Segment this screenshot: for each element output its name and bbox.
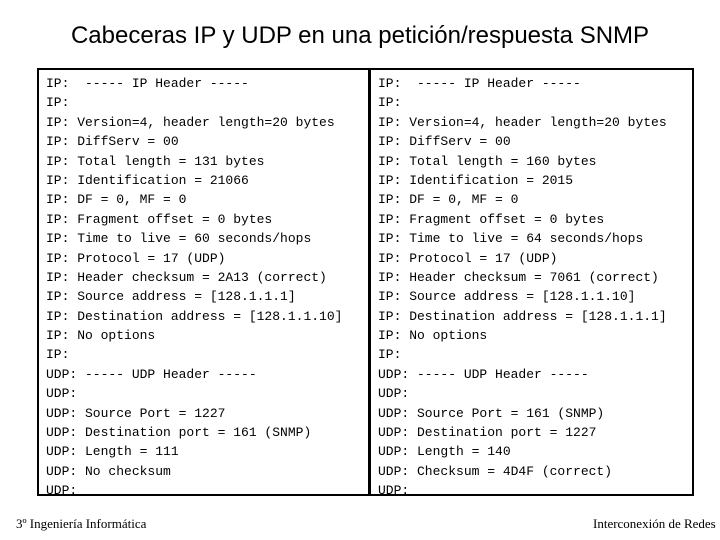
header-line: IP: DiffServ = 00 — [378, 134, 511, 150]
header-line: IP: Time to live = 64 seconds/hops — [378, 231, 644, 247]
header-line: UDP: Destination port = 1227 — [378, 425, 597, 441]
header-line: UDP: — [378, 386, 410, 402]
header-line: IP: ----- IP Header ----- — [46, 76, 249, 91]
header-line: IP: Header checksum = 7061 (correct) — [378, 269, 659, 285]
header-line: UDP: — [46, 386, 78, 402]
header-line: IP: Destination address = [128.1.1.10] — [46, 308, 343, 324]
header-line: UDP: Source Port = 161 (SNMP) — [378, 405, 605, 421]
header-line: UDP: — [378, 483, 410, 499]
header-line: IP: ----- IP Header ----- — [378, 76, 581, 91]
header-line: UDP: ----- UDP Header ----- — [46, 366, 257, 382]
header-line: IP: Header checksum = 2A13 (correct) — [46, 269, 327, 285]
header-line: IP: Version=4, header length=20 bytes — [46, 114, 335, 130]
footer-course: 3º Ingeniería Informática — [16, 516, 147, 531]
footer-subject: Interconexión de Redes — [593, 516, 716, 531]
header-line: IP: — [378, 347, 402, 363]
header-line: IP: Identification = 21066 — [46, 172, 249, 188]
slide-title: Cabeceras IP y UDP en una petición/respuesta SNMP — [70, 22, 650, 49]
header-line: IP: Source address = [128.1.1.10] — [378, 289, 636, 305]
header-line: IP: Identification = 2015 — [378, 172, 574, 188]
header-line: IP: Total length = 131 bytes — [46, 153, 265, 169]
header-line: IP: DF = 0, MF = 0 — [378, 192, 519, 208]
header-line: IP: DiffServ = 00 — [46, 134, 179, 150]
header-line: UDP: Length = 140 — [378, 444, 511, 460]
snmp-response-panel — [369, 68, 694, 499]
header-line: UDP: — [46, 483, 78, 499]
header-line: IP: — [46, 347, 70, 363]
header-line: IP: Fragment offset = 0 bytes — [378, 211, 605, 227]
header-line: IP: No options — [378, 328, 488, 344]
header-line: UDP: Checksum = 4D4F (correct) — [378, 463, 613, 479]
header-line: UDP: Length = 111 — [46, 444, 179, 460]
header-line: IP: — [378, 95, 402, 111]
header-line: IP: Fragment offset = 0 bytes — [46, 211, 273, 227]
header-line: UDP: Destination port = 161 (SNMP) — [46, 425, 312, 441]
header-line: UDP: Source Port = 1227 — [46, 405, 226, 421]
header-line: IP: Protocol = 17 (UDP) — [46, 250, 226, 266]
header-line: IP: Total length = 160 bytes — [378, 153, 597, 169]
header-line: IP: Version=4, header length=20 bytes — [378, 114, 667, 130]
header-line: IP: — [46, 95, 70, 111]
header-line: IP: No options — [46, 328, 156, 344]
header-line: IP: Time to live = 60 seconds/hops — [46, 231, 312, 247]
snmp-request-panel — [37, 68, 370, 499]
header-line: UDP: No checksum — [46, 463, 171, 479]
header-line: IP: Source address = [128.1.1.1] — [46, 289, 296, 305]
response-header-lines — [378, 74, 667, 501]
header-line: IP: DF = 0, MF = 0 — [46, 192, 187, 208]
header-line: IP: Protocol = 17 (UDP) — [378, 250, 558, 266]
request-header-lines — [46, 74, 342, 501]
header-line: IP: Destination address = [128.1.1.1] — [378, 308, 667, 324]
header-line: UDP: ----- UDP Header ----- — [378, 366, 589, 382]
